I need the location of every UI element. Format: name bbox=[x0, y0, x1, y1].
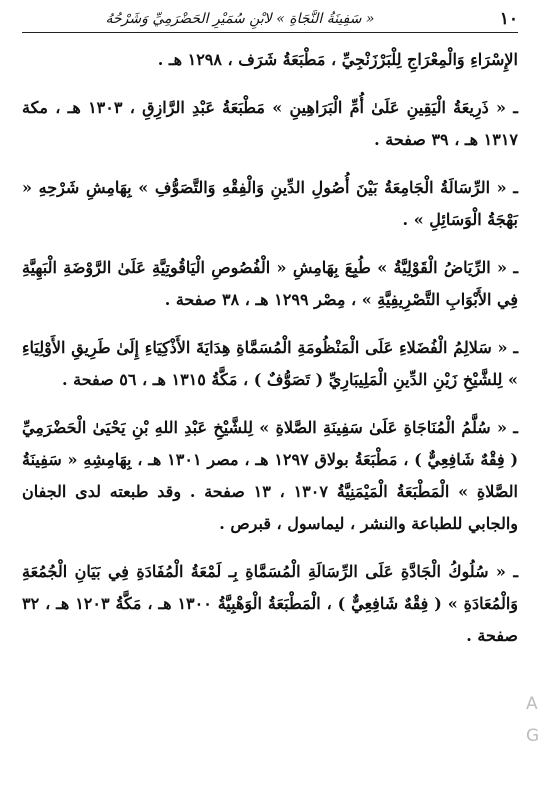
bibliography-entry bbox=[22, 252, 518, 316]
bibliography-entry bbox=[22, 556, 518, 652]
bibliography-entry bbox=[22, 172, 518, 236]
bibliography-entry bbox=[22, 332, 518, 396]
bibliography-entry bbox=[22, 44, 518, 76]
bibliography-list bbox=[22, 44, 518, 668]
entry-text: ـ « سُلُوكُ الْجَادَّةِ عَلَى الرِّسَالَةِ الْمُسَمَّاةِ بِـ لَمْعَةُ الْمُفَادَةِ فِي بَيَانِ الْجُمُعَةِ وَالْمُعَادَةِ » ( فِقْهٌ شَافِعِيٌّ ) ، الْمَطْبَعَةُ الْوَهْبِيَّةُ ١٣٠٠ هـ ، مَكَّةُ ١٢٠٣ هـ ، ٣٢ صفحة . bbox=[22, 562, 519, 645]
entry-text: الإِسْرَاءِ وَالْمِعْرَاجِ لِلْبَرْزَنْجِيِّ ، مَطْبَعَةُ شَرَف ، ١٢٩٨ هـ . bbox=[157, 50, 518, 69]
entry-text: ـ « ذَرِيعَةُ الْيَقِينِ عَلَىٰ أُمِّ الْبَرَاهِينِ » مَطْبَعَةُ عَبْدِ الرَّازِقِ ، ١٣٠٣ هـ ، مكة ١٣١٧ هـ ، ٣٩ صفحة . bbox=[22, 98, 518, 149]
edge-letter: A bbox=[526, 694, 538, 714]
page-header bbox=[22, 8, 518, 33]
running-title: « سَفِينَةُ النَّجَاةِ » لابْنِ سُمَيْرِ الحَضْرَمِيِّ وَشَرْحُهُ bbox=[105, 11, 375, 27]
entry-text: ـ « سُلَّمُ الْمُنَاجَاةِ عَلَىٰ سَفِينَةِ الصَّلاةِ » لِلشَّيْخِ عَبْدِ اللهِ بْنِ يَحْيَىٰ الْحَضْرَمِيِّ ( فِقْهٌ شَافِعِيٌّ ) ، مَطْبَعَةُ بولاق ١٢٩٧ هـ ، مصر ١٣٠١ هـ ، بِهَامِشِهِ « سَفِينَةُ الصَّلاةِ » الْمَطْبَعَةُ الْمَيْمَنِيَّةُ ١٣٠٧ ، ١٣ صفحة . وقد طبعته لدى الجفان والجابي للطباعة والنشر ، ليماسول ، قبرص . bbox=[22, 418, 519, 533]
entry-text: ـ « سَلالِمُ الْفُضَلاءِ عَلَى الْمَنْظُومَةِ الْمُسَمَّاةِ هِدَايَةَ الأَذْكِيَاءِ إِلَىٰ طَرِيقِ الأَوْلِيَاءِ » لِلشَّيْخِ زَيْنِ الدِّينِ الْمَلِيبَارِيِّ ( تَصَوُّفٌ ) ، مَكَّةُ ١٣١٥ هـ ، ٥٦ صفحة . bbox=[22, 338, 518, 389]
entry-text: ـ « الرِّيَاضُ الْقَوْلِيَّةُ » طُبِعَ بِهَامِشِ « الْفُصُوصِ الْيَاقُوتِيَّةِ عَلَىٰ الرَّوْضَةِ الْبَهِيَّةِ فِي الأَبْوَابِ التَّصْرِيفِيَّةِ » ، مِصْر ١٢٩٩ هـ ، ٣٨ صفحة . bbox=[22, 258, 518, 309]
edge-letter: G bbox=[526, 726, 540, 746]
bibliography-entry bbox=[22, 412, 518, 540]
entry-text: ـ « الرِّسَالَةُ الْجَامِعَةُ بَيْنَ أُصُولِ الدِّينِ وَالْفِقْهِ وَالتَّصَوُّفِ » بِهَامِشِ شَرْحِهِ « بَهْجَةُ الْوَسَائِلِ » . bbox=[22, 178, 518, 229]
bibliography-entry bbox=[22, 92, 518, 156]
page-number: ١٠ bbox=[499, 9, 518, 29]
